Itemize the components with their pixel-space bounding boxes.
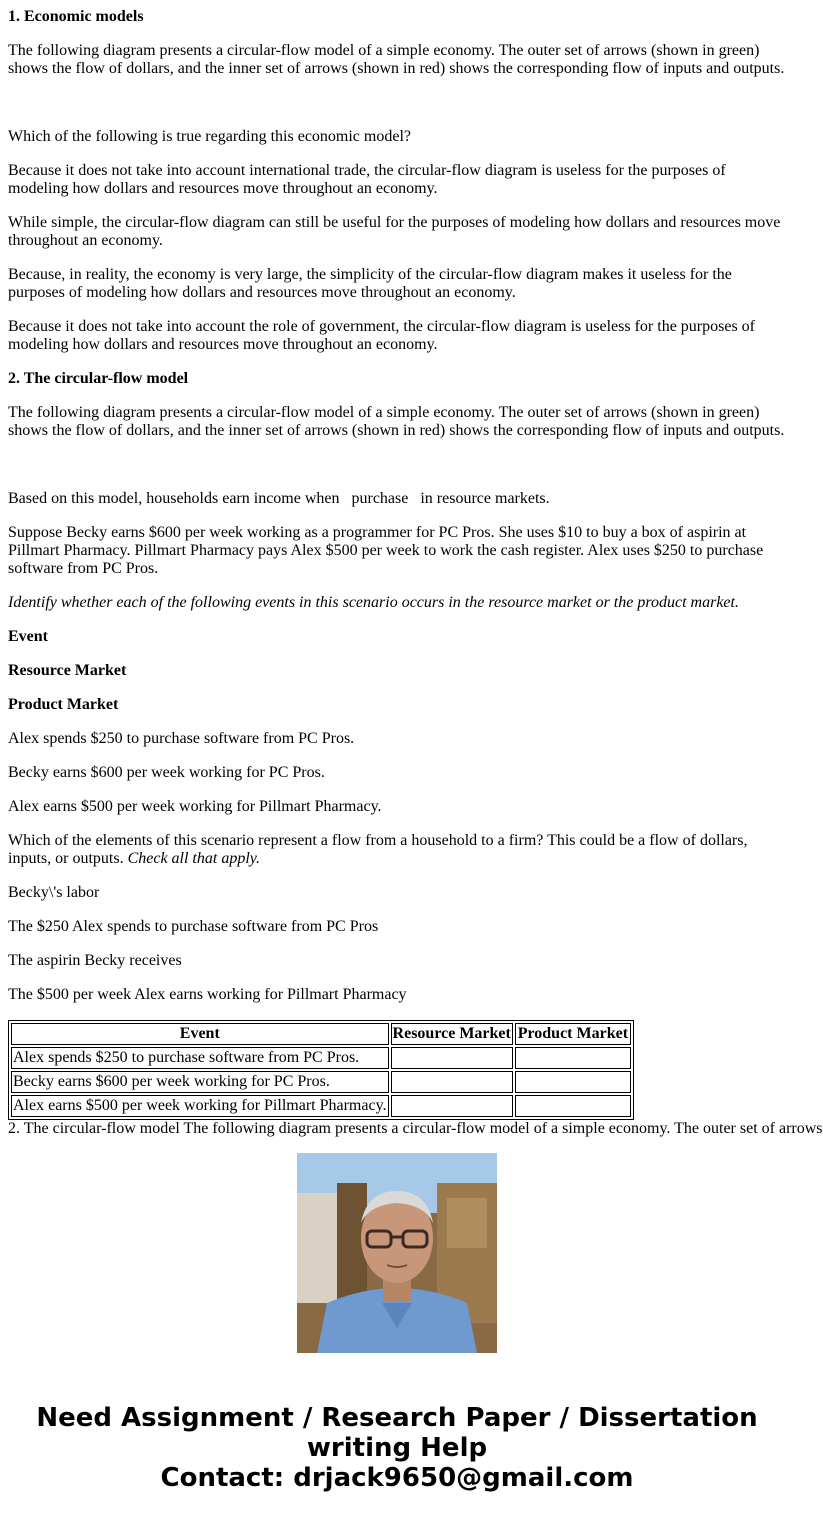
table-row <box>11 1095 631 1117</box>
banner-contact[interactable]: Contact: drjack9650@gmail.com <box>160 1463 634 1493</box>
table-row <box>11 1071 631 1093</box>
q2-title: 2. The circular-flow model <box>8 370 189 387</box>
product-market-cell[interactable] <box>515 1071 631 1093</box>
market-table <box>8 1020 634 1120</box>
event-item: Becky earns $600 per week working for PC Pros. <box>8 764 325 781</box>
table-header: Resource Market <box>391 1023 513 1045</box>
resource-market-cell[interactable] <box>391 1095 513 1117</box>
banner-line: writing Help <box>306 1433 488 1463</box>
diagram-placeholder <box>8 94 786 112</box>
q2-blank-sentence: Based on this model, households earn income when purchase in resource markets. <box>8 490 550 507</box>
q2-scenario: Suppose Becky earns $600 per week working as a programmer for PC Pros. She uses $10 to buy a box of aspirin at Pillmart Pharmacy. Pillmart Pharmacy pays Alex $500 per week to work the cash register. Alex uses $250 to purchase software from PC Pros. <box>8 524 764 577</box>
table-event-cell: Alex spends $250 to purchase software from PC Pros. <box>11 1047 389 1069</box>
table-row <box>11 1047 631 1069</box>
trailing-text: 2. The circular-flow model The following diagram presents a circular-flow model of a simple economy. The outer set of arrows <box>8 1120 823 1137</box>
blank-answer[interactable]: purchase <box>351 490 409 507</box>
header-event: Event <box>8 628 48 645</box>
q1-question: Which of the following is true regarding this economic model? <box>8 128 411 145</box>
flow-option[interactable]: The $500 per week Alex earns working for Pillmart Pharmacy <box>8 986 407 1003</box>
table-header: Event <box>11 1023 389 1045</box>
product-market-cell[interactable] <box>515 1047 631 1069</box>
q1-option[interactable]: Because it does not take into account the role of government, the circular-flow diagram is useless for the purposes of modeling how dollars and resources move throughout an economy. <box>8 318 755 353</box>
avatar-portrait <box>297 1153 497 1353</box>
q1-title: 1. Economic models <box>8 8 144 25</box>
product-market-cell[interactable] <box>515 1095 631 1117</box>
avatar <box>297 1153 497 1353</box>
contact-banner <box>0 1403 794 1493</box>
resource-market-cell[interactable] <box>391 1047 513 1069</box>
flow-question: Which of the elements of this scenario represent a flow from a household to a firm? This could be a flow of dollars, inputs, or outputs. Check all that apply. <box>8 832 748 867</box>
table-event-cell: Becky earns $600 per week working for PC Pros. <box>11 1071 389 1093</box>
event-item: Alex spends $250 to purchase software from PC Pros. <box>8 730 355 747</box>
header-resource-market: Resource Market <box>8 662 127 679</box>
q1-option[interactable]: While simple, the circular-flow diagram can still be useful for the purposes of modeling how dollars and resources move throughout an economy. <box>8 214 781 249</box>
q2-intro: The following diagram presents a circular-flow model of a simple economy. The outer set of arrows (shown in green) shows the flow of dollars, and the inner set of arrows (shown in red) shows the corresponding flow of inputs and outputs. <box>8 404 785 439</box>
q1-option[interactable]: Because it does not take into account international trade, the circular-flow diagram is useless for the purposes of modeling how dollars and resources move throughout an economy. <box>8 162 726 197</box>
flow-option[interactable]: The aspirin Becky receives <box>8 952 182 969</box>
banner-line: Need Assignment / Research Paper / Dissertation <box>36 1403 758 1433</box>
event-item: Alex earns $500 per week working for Pillmart Pharmacy. <box>8 798 382 815</box>
q1-option[interactable]: Because, in reality, the economy is very large, the simplicity of the circular-flow diagram makes it useless for the purposes of modeling how dollars and resources move throughout an economy. <box>8 266 732 301</box>
flow-option[interactable]: Becky\'s labor <box>8 884 100 901</box>
resource-market-cell[interactable] <box>391 1071 513 1093</box>
q2-instruction: Identify whether each of the following events in this scenario occurs in the resource market or the product market. <box>8 594 739 611</box>
table-header-row <box>11 1023 631 1045</box>
flow-option[interactable]: The $250 Alex spends to purchase software from PC Pros <box>8 918 379 935</box>
q1-intro: The following diagram presents a circular-flow model of a simple economy. The outer set of arrows (shown in green) shows the flow of dollars, and the inner set of arrows (shown in red) shows the corresponding flow of inputs and outputs. <box>8 42 785 77</box>
document-body <box>8 0 823 1137</box>
table-event-cell: Alex earns $500 per week working for Pillmart Pharmacy. <box>11 1095 389 1117</box>
table-header: Product Market <box>515 1023 631 1045</box>
header-product-market: Product Market <box>8 696 119 713</box>
diagram-placeholder <box>8 456 786 474</box>
